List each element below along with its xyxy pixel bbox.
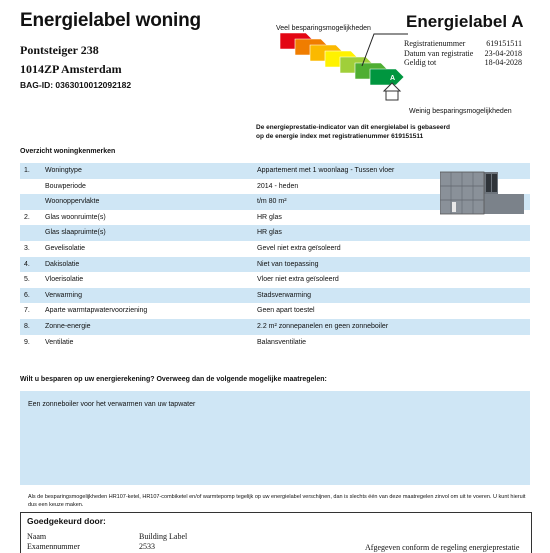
row-number: 8. bbox=[24, 322, 30, 330]
registration-number-value: 619151511 bbox=[486, 39, 522, 48]
row-value: Appartement met 1 woonlaag - Tussen vloer bbox=[257, 167, 395, 174]
scale-bar-a bbox=[370, 69, 404, 85]
measures-box bbox=[20, 391, 530, 485]
scale-bottom-note: Weinig besparingsmogelijkheden bbox=[409, 108, 512, 115]
row-value: 2014 - heden bbox=[257, 182, 299, 190]
indicator-line-1: De energieprestatie-indicator van dit energielabel is gebaseerd bbox=[256, 124, 450, 131]
exam-number-value: 2533 bbox=[139, 542, 155, 551]
row-value: Niet van toepassing bbox=[257, 260, 319, 268]
name-label: Naam bbox=[27, 532, 47, 541]
row-label: Glas woonruimte(s) bbox=[45, 213, 106, 221]
scale-letter-a: A bbox=[390, 75, 396, 82]
row-label: Vloerisolatie bbox=[45, 276, 84, 284]
row-value: Gevel niet extra geïsoleerd bbox=[257, 244, 341, 252]
table-row bbox=[20, 335, 530, 351]
indicator-line-2: op de energie index met registratienummer 619151511 bbox=[256, 132, 424, 140]
name-value: Building Label bbox=[139, 532, 188, 541]
scale-top-note: Veel besparingsmogelijkheden bbox=[276, 25, 371, 32]
row-number: 7. bbox=[24, 307, 30, 315]
row-value: 2.2 m² zonnepanelen en geen zonneboiler bbox=[257, 322, 389, 330]
row-label: Woonoppervlakte bbox=[45, 198, 100, 206]
approved-title: Goedgekeurd door: bbox=[27, 516, 106, 526]
street-address: Pontsteiger 238 bbox=[20, 43, 99, 57]
row-number: 1. bbox=[24, 167, 30, 174]
row-label: Dakisolatie bbox=[45, 260, 80, 268]
measure-item: Een zonneboiler voor het verwarmen van uw tapwater bbox=[28, 401, 196, 408]
issued-statement: Afgegeven conform de regeling energieprestatie bbox=[365, 543, 520, 552]
table-row bbox=[20, 257, 530, 273]
row-label: Bouwperiode bbox=[45, 182, 86, 190]
row-value: HR glas bbox=[257, 213, 282, 221]
row-label: Gevelisolatie bbox=[45, 244, 86, 252]
footnote: Als de besparingsmogelijkheden HR107-ketel, HR107-combiketel en/of warmtepomp tegelijk op uw energielabel verschijnen, dan is slechts één van deze maatregelen zinvol om uit te voeren. U kunt hieruit dus een keuze maken. bbox=[28, 494, 526, 508]
row-value: t/m 80 m² bbox=[257, 198, 287, 206]
pointer-line bbox=[360, 28, 410, 68]
registration-number-label: Registratienummer bbox=[404, 39, 466, 48]
valid-until-label: Geldig tot bbox=[404, 58, 437, 67]
row-number: 3. bbox=[24, 244, 30, 252]
indicator-note bbox=[256, 124, 456, 141]
approved-section bbox=[20, 512, 532, 553]
registration-date-label: Datum van registratie bbox=[404, 48, 474, 58]
row-label: Woningtype bbox=[45, 167, 82, 174]
exam-number-label: Examennummer bbox=[27, 542, 80, 551]
row-number: 2. bbox=[24, 213, 30, 221]
row-number: 5. bbox=[24, 276, 30, 284]
row-number: 4. bbox=[24, 260, 30, 268]
row-value: HR glas bbox=[257, 229, 282, 237]
energy-label-heading: Energielabel A bbox=[406, 12, 524, 31]
postal-city: 1014ZP Amsterdam bbox=[20, 62, 122, 76]
row-label: Glas slaapruimte(s) bbox=[45, 229, 106, 237]
row-value: Stadsverwarming bbox=[257, 291, 312, 299]
overview-title: Overzicht woningkenmerken bbox=[20, 148, 116, 155]
page-title: Energielabel woning bbox=[20, 10, 201, 31]
table-row bbox=[20, 241, 530, 257]
table-row bbox=[20, 319, 530, 335]
row-number: 6. bbox=[24, 291, 30, 299]
row-value: Balansventilatie bbox=[257, 338, 307, 346]
row-value: Vloer niet extra geïsoleerd bbox=[257, 276, 339, 284]
row-value: Geen apart toestel bbox=[257, 307, 315, 315]
row-label: Ventilatie bbox=[45, 338, 74, 346]
bag-id: BAG-ID: 0363010012092182 bbox=[20, 80, 132, 90]
building-illustration bbox=[440, 170, 528, 220]
registration-date-value: 23-04-2018 bbox=[484, 48, 522, 58]
row-number: 9. bbox=[24, 338, 30, 346]
table-row bbox=[20, 303, 530, 319]
table-row bbox=[20, 288, 530, 304]
registration-info bbox=[404, 39, 522, 68]
table-row bbox=[20, 272, 530, 288]
row-label: Verwarming bbox=[45, 291, 82, 299]
table-row bbox=[20, 225, 530, 241]
house-icon bbox=[384, 83, 400, 100]
row-label: Zonne-energie bbox=[45, 322, 91, 330]
valid-until-value: 18-04-2028 bbox=[484, 58, 522, 67]
row-label: Aparte warmtapwatervoorziening bbox=[45, 307, 148, 315]
measures-question: Wilt u besparen op uw energierekening? Overweeg dan de volgende mogelijke maatregelen: bbox=[20, 376, 327, 383]
